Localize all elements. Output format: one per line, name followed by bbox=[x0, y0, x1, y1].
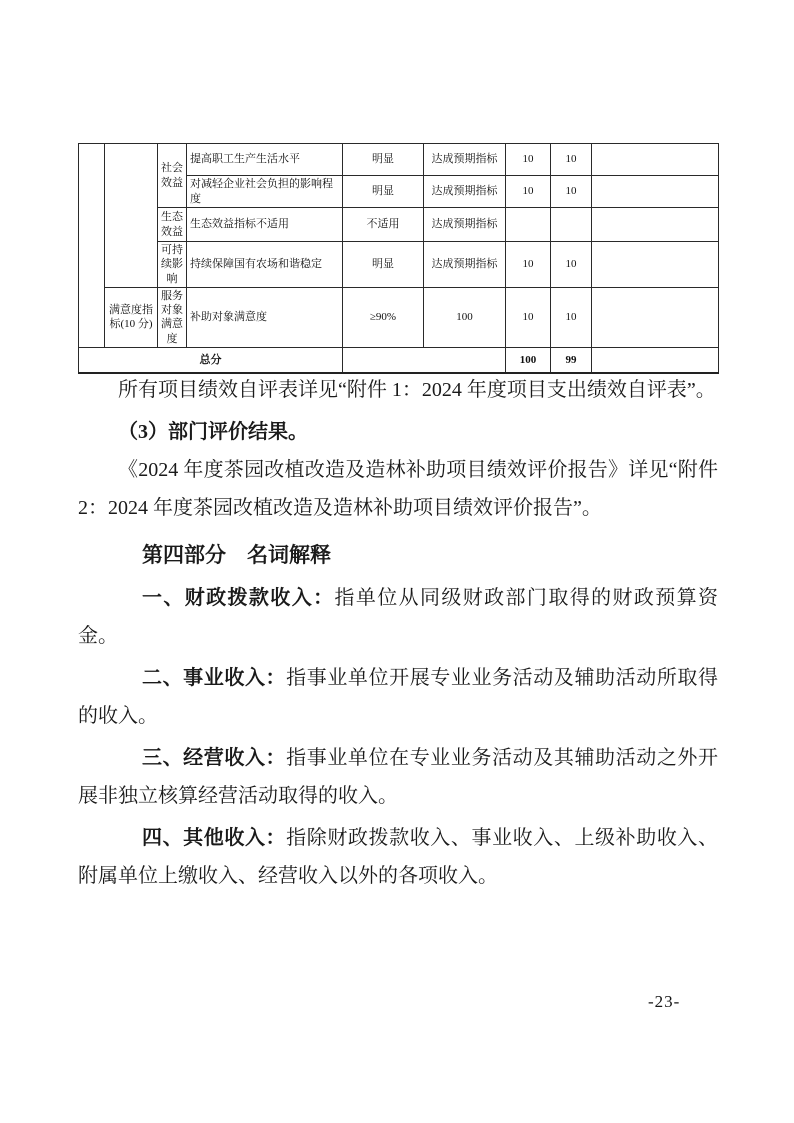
cell-score-self: 10 bbox=[551, 287, 592, 347]
cell-note bbox=[592, 208, 719, 242]
term-fiscal-appropriation-income bbox=[78, 579, 718, 655]
cell-indicator: 持续保障国有农场和谐稳定 bbox=[187, 242, 343, 288]
cell-score-self: 10 bbox=[551, 242, 592, 288]
document-body bbox=[78, 371, 718, 895]
term-definition: 指事业单位开展专业业务活动及辅助活动所取得的收入。 bbox=[78, 667, 719, 727]
cell-score-full: 10 bbox=[506, 242, 551, 288]
table-row bbox=[79, 208, 719, 242]
cell-total-score-full: 100 bbox=[506, 348, 551, 373]
cell-target-value: 明显 bbox=[343, 176, 424, 208]
term-business-income bbox=[78, 659, 718, 735]
cell-indicator: 生态效益指标不适用 bbox=[187, 208, 343, 242]
cell-actual-value: 达成预期指标 bbox=[424, 242, 506, 288]
table-total-row bbox=[79, 348, 719, 373]
performance-score-table bbox=[78, 143, 719, 374]
term-other-income bbox=[78, 819, 718, 895]
cell-total-label: 总分 bbox=[79, 348, 343, 373]
cell-score-full bbox=[506, 208, 551, 242]
term-operating-income bbox=[78, 739, 718, 815]
cell-indicator: 对减轻企业社会负担的影响程度 bbox=[187, 176, 343, 208]
cell-category-service: 服务对象满意度 bbox=[158, 287, 187, 347]
cell-note bbox=[592, 144, 719, 176]
cell-score-full: 10 bbox=[506, 144, 551, 176]
cell-note bbox=[592, 287, 719, 347]
cell-target-value: 明显 bbox=[343, 144, 424, 176]
cell-note bbox=[592, 176, 719, 208]
sub-heading-dept-eval-result: （3）部门评价结果。 bbox=[118, 421, 308, 443]
cell-left-spacer bbox=[79, 144, 105, 348]
term-definition: 指事业单位在专业业务活动及其辅助活动之外开展非独立核算经营活动取得的收入。 bbox=[78, 747, 719, 807]
cell-total-note bbox=[592, 348, 719, 373]
cell-group-satisfaction: 满意度指标(10 分) bbox=[105, 287, 158, 347]
cell-category-social: 社会效益 bbox=[158, 144, 187, 208]
cell-score-full: 10 bbox=[506, 287, 551, 347]
cell-score-full: 10 bbox=[506, 176, 551, 208]
cell-total-score-self: 99 bbox=[551, 348, 592, 373]
cell-actual-value: 达成预期指标 bbox=[424, 144, 506, 176]
part4-heading: 第四部分 名词解释 bbox=[142, 544, 331, 567]
term-definition: 指单位从同级财政部门取得的财政预算资金。 bbox=[78, 587, 719, 647]
cell-note bbox=[592, 242, 719, 288]
term-label: 二、事业收入： bbox=[142, 667, 287, 689]
cell-actual-value: 达成预期指标 bbox=[424, 176, 506, 208]
term-label: 四、其他收入： bbox=[142, 827, 287, 849]
cell-target-value: ≥90% bbox=[343, 287, 424, 347]
cell-category-sustain: 可持续影响 bbox=[158, 242, 187, 288]
cell-actual-value: 100 bbox=[424, 287, 506, 347]
cell-group-spacer bbox=[105, 144, 158, 288]
page-number: -23- bbox=[648, 992, 681, 1011]
cell-target-value: 不适用 bbox=[343, 208, 424, 242]
term-label: 一、财政拨款收入： bbox=[142, 587, 335, 609]
cell-score-self bbox=[551, 208, 592, 242]
table-row bbox=[79, 144, 719, 176]
cell-total-spacer bbox=[343, 348, 506, 373]
cell-score-self: 10 bbox=[551, 144, 592, 176]
cell-actual-value: 达成预期指标 bbox=[424, 208, 506, 242]
cell-target-value: 明显 bbox=[343, 242, 424, 288]
cell-indicator: 提高职工生产生活水平 bbox=[187, 144, 343, 176]
cell-score-self: 10 bbox=[551, 176, 592, 208]
table-row bbox=[79, 242, 719, 288]
term-definition: 指除财政拨款收入、事业收入、上级补助收入、附属单位上缴收入、经营收入以外的各项收入。 bbox=[78, 827, 719, 887]
paragraph-dept-eval-report: 《2024 年度茶园改植改造及造林补助项目绩效评价报告》详见“附件 2：2024 年度茶园改植改造及造林补助项目绩效评价报告”。 bbox=[78, 459, 718, 519]
paragraph-self-eval-tables: 所有项目绩效自评表详见“附件 1：2024 年度项目支出绩效自评表”。 bbox=[118, 379, 716, 401]
term-label: 三、经营收入： bbox=[142, 747, 287, 769]
table-row bbox=[79, 287, 719, 347]
cell-category-eco: 生态效益 bbox=[158, 208, 187, 242]
cell-indicator: 补助对象满意度 bbox=[187, 287, 343, 347]
